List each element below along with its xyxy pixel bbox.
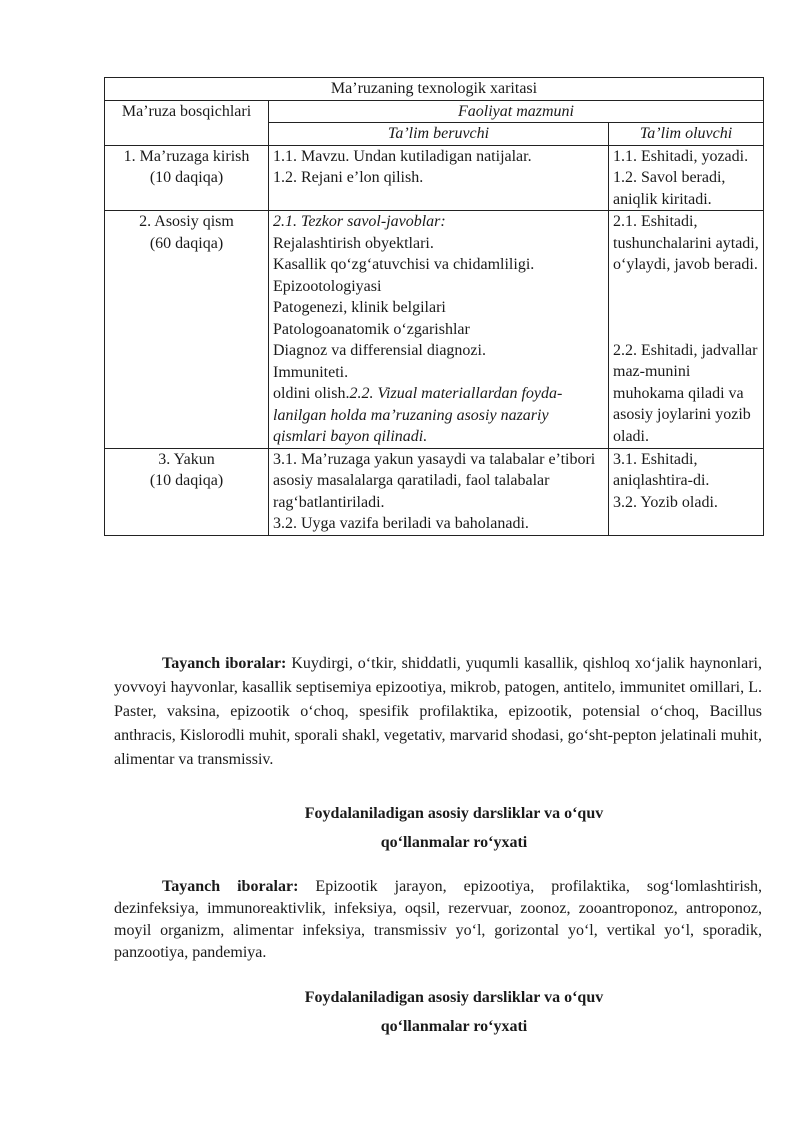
- teacher-item-italic: 2.2. Vizual materiallardan foyda-lanilgan holda ma’ruzaning asosiy nazariy qismlari bayon qilinadi.: [273, 385, 563, 445]
- keywords-paragraph: [114, 876, 762, 964]
- stage-duration: (10 daqiqa): [149, 472, 224, 489]
- heading-line: qo‘llanmalar ro‘yxati: [380, 834, 528, 851]
- heading-line: qo‘llanmalar ro‘yxati: [380, 1018, 528, 1035]
- teacher-cell: [269, 448, 609, 535]
- teacher-item: 1.1. Mavzu. Undan kutiladigan natijalar.: [273, 147, 532, 165]
- stages-header: Ma’ruza bosqichlari: [105, 100, 269, 145]
- teacher-item: 3.2. Uyga vazifa beriladi va baholanadi.: [273, 515, 529, 532]
- keywords-text: Epizootik jarayon, epizootiya, profilaktika, sog‘lomlashtirish, dezinfeksiya, immunoreaktivlik, infeksiya, oqsil, rezervuar, zoonoz, zooantroponoz, antroponoz, moyil organizm, alimentar infeksiya, transmissiv yo‘l, gorizontal yo‘l, vertikal yo‘l, sporadik, panzootiya, pandemiya.: [114, 878, 762, 961]
- student-item: 2.2. Eshitadi, jadvallar maz-munini muhokama qiladi va asosiy joylarini yozib oladi.: [613, 341, 758, 445]
- references-heading: [104, 799, 800, 857]
- activity-header: Faoliyat mazmuni: [269, 100, 764, 123]
- student-cell: [609, 211, 764, 449]
- table-header-row: [105, 100, 764, 123]
- student-cell: [609, 448, 764, 535]
- table-row: [105, 448, 764, 535]
- teacher-item: 1.2. Rejani e’lon qilish.: [273, 169, 424, 186]
- teacher-item: oldini olish.: [273, 385, 350, 402]
- keywords-label: Tayanch iboralar:: [162, 655, 287, 672]
- teacher-item: Kasallik qo‘zg‘atuvchisi va chidamliligi.: [273, 256, 535, 273]
- stage-cell: [105, 145, 269, 211]
- stage-name: 3. Yakun: [158, 450, 215, 468]
- cell-spacer: [613, 276, 759, 340]
- stage-name: 2. Asosiy qism: [139, 213, 234, 230]
- references-heading: [104, 983, 800, 1041]
- student-item: 3.2. Yozib oladi.: [613, 493, 718, 511]
- teacher-cell: [269, 145, 609, 211]
- keywords-paragraph: [114, 652, 762, 772]
- teacher-item: Rejalashtirish obyektlari.: [273, 234, 434, 252]
- stage-duration: (10 daqiqa): [149, 169, 224, 186]
- teacher-header: Ta’lim beruvchi: [269, 123, 609, 146]
- table-title-row: [105, 78, 764, 101]
- teacher-item: Patogenezi, klinik belgilari: [273, 299, 446, 316]
- student-item: 1.1. Eshitadi, yozadi.: [613, 147, 749, 165]
- teacher-item: Immuniteti.: [273, 363, 349, 381]
- teacher-item: 3.1. Ma’ruzaga yakun yasaydi va talabalar e’tibori asosiy masalalarga qaratiladi, faol talabalar rag‘batlantiriladi.: [273, 450, 596, 511]
- table-title: Ma’ruzaning texnologik xaritasi: [105, 78, 764, 101]
- heading-line: Foydalaniladigan asosiy darsliklar va o‘quv: [304, 989, 604, 1006]
- stage-cell: [105, 211, 269, 449]
- teacher-item: Diagnoz va differensial diagnozi.: [273, 342, 486, 359]
- stage-duration: (60 daqiqa): [149, 234, 224, 252]
- student-header: Ta’lim oluvchi: [609, 123, 764, 146]
- student-item: 3.1. Eshitadi, aniqlashtira-di.: [613, 450, 710, 489]
- teacher-item: Epizootologiyasi: [273, 277, 382, 295]
- table-row: [105, 145, 764, 211]
- stage-name: 1. Ma’ruzaga kirish: [123, 147, 250, 165]
- technology-map-table: [104, 77, 764, 536]
- stage-cell: [105, 448, 269, 535]
- table-row: [105, 211, 764, 449]
- teacher-subheading: 2.1. Tezkor savol-javoblar:: [273, 213, 446, 230]
- student-item: 1.2. Savol beradi, aniqlik kiritadi.: [613, 169, 726, 208]
- keywords-label: Tayanch iboralar:: [162, 878, 299, 895]
- student-item: 2.1. Eshitadi, tushunchalarini aytadi, o‘ylaydi, javob beradi.: [613, 213, 759, 273]
- student-cell: [609, 145, 764, 211]
- teacher-cell: [269, 211, 609, 449]
- keywords-text: Kuydirgi, o‘tkir, shiddatli, yuqumli kasallik, qishloq xo‘jalik haynonlari, yovvoyi hayvonlar, kasallik septisemiya epizootiya, mikrob, patogen, antitelo, immunitet omillari, L. Paster, vaksina, epizootik o‘choq, spesifik profilaktika, epizootik, potensial o‘choq, Bacillus anthracis, Kislorodli muhit, sporali shakl, vegetativ, marvarid shodasi, go‘sht-pepton jelatinali muhit, alimentar va transmissiv.: [114, 655, 763, 768]
- heading-line: Foydalaniladigan asosiy darsliklar va o‘quv: [304, 805, 604, 822]
- teacher-item: Patologoanatomik o‘zgarishlar: [273, 320, 470, 338]
